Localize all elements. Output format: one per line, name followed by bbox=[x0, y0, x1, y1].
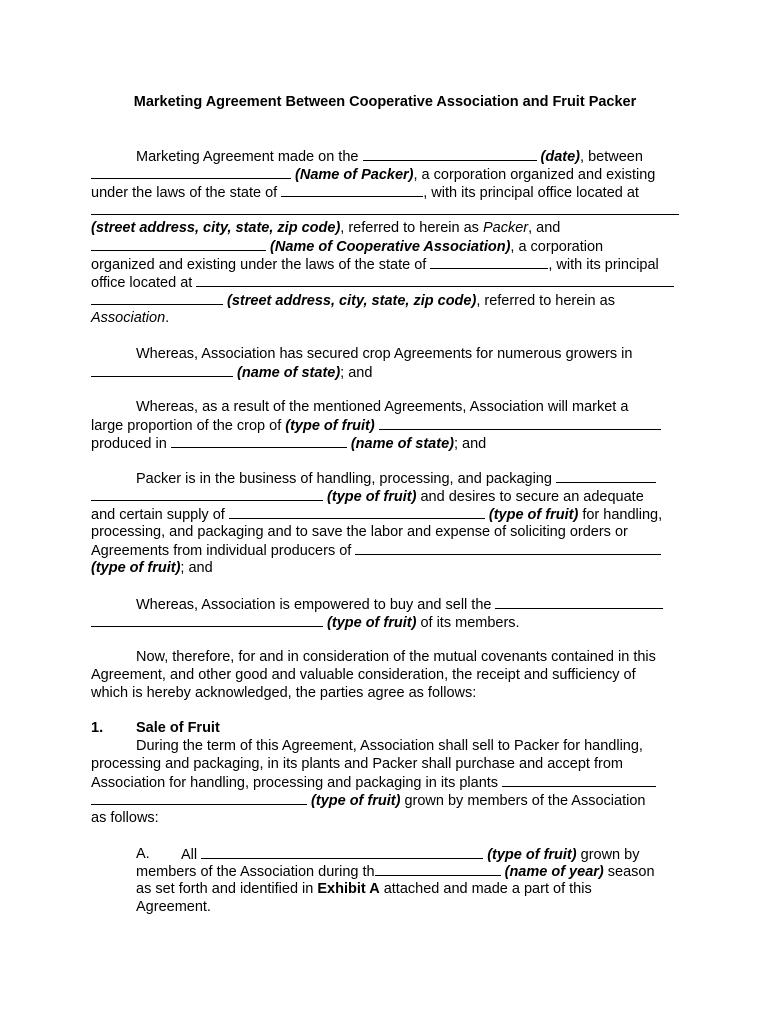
text: All bbox=[181, 847, 198, 863]
fruit-type-label: (type of fruit) bbox=[91, 560, 181, 576]
text: , with its principal bbox=[548, 257, 659, 273]
p4-line5 bbox=[91, 541, 661, 560]
p4-line2 bbox=[91, 487, 644, 506]
coop-name-label: (Name of Cooperative Association) bbox=[270, 239, 511, 255]
p1-line3 bbox=[91, 183, 639, 202]
p3-line3 bbox=[91, 434, 486, 453]
s1-line5: as follows: bbox=[91, 810, 159, 826]
fruit-blank[interactable] bbox=[91, 791, 307, 805]
text: attached and made a part of this bbox=[383, 881, 592, 897]
sA-line4: Agreement. bbox=[136, 899, 211, 915]
fruit-type-label: (type of fruit) bbox=[311, 793, 401, 809]
address-blank-full[interactable] bbox=[91, 214, 679, 215]
text: under the laws of the state of bbox=[91, 185, 278, 201]
section-1-heading: Sale of Fruit bbox=[136, 720, 220, 736]
p5-line2 bbox=[91, 613, 520, 632]
text: ; and bbox=[340, 365, 373, 381]
text: Whereas, Association is empowered to buy and sell the bbox=[136, 597, 492, 613]
state-blank[interactable] bbox=[91, 363, 233, 377]
s1-line3 bbox=[91, 773, 656, 792]
p2-line2 bbox=[91, 363, 372, 382]
fruit-type-label: (type of fruit) bbox=[327, 489, 417, 505]
text: and desires to secure an adequate bbox=[420, 489, 644, 505]
text: grown by members of the Association bbox=[404, 793, 646, 809]
fruit-blank[interactable] bbox=[502, 773, 656, 787]
p1-line1 bbox=[136, 147, 643, 166]
p1-line5 bbox=[91, 237, 603, 256]
document-title: Marketing Agreement Between Cooperative Association and Fruit Packer bbox=[133, 94, 637, 110]
text: , referred to herein as bbox=[476, 293, 615, 309]
packer-name-blank[interactable] bbox=[91, 165, 291, 179]
p4-line6 bbox=[91, 559, 213, 577]
producers-blank[interactable] bbox=[355, 541, 661, 555]
fruit-blank[interactable] bbox=[495, 595, 663, 609]
text: season bbox=[607, 864, 655, 880]
text: members of the Association during th bbox=[136, 864, 375, 880]
packer-term: Packer bbox=[482, 220, 529, 236]
text: ; and bbox=[180, 560, 213, 576]
s1-line4 bbox=[91, 791, 645, 810]
text: , with its principal office located at bbox=[423, 185, 639, 201]
text: organized and existing under the laws of the state of bbox=[91, 257, 427, 273]
p4-line3 bbox=[91, 505, 662, 524]
text: , between bbox=[580, 149, 643, 165]
supply-blank[interactable] bbox=[229, 505, 485, 519]
year-label: (name of year) bbox=[504, 864, 604, 880]
p3-line1: Whereas, as a result of the mentioned Agreements, Association will market a bbox=[136, 399, 629, 415]
p1-line9 bbox=[91, 309, 169, 327]
p4-line1 bbox=[136, 469, 656, 488]
fruit-blank[interactable] bbox=[91, 487, 323, 501]
s1-line2: processing and packaging, in its plants and Packer shall purchase and accept from bbox=[91, 756, 623, 772]
text: Association for handling, processing and packaging in its plants bbox=[91, 775, 499, 791]
text: Agreements from individual producers of bbox=[91, 543, 352, 559]
p1-line4 bbox=[91, 219, 560, 237]
address-label: (street address, city, state, zip code) bbox=[227, 293, 477, 309]
text: of its members. bbox=[420, 615, 520, 631]
state-label: (name of state) bbox=[350, 436, 454, 452]
date-label: (date) bbox=[540, 149, 581, 165]
date-blank[interactable] bbox=[363, 147, 537, 161]
coop-address-blank[interactable] bbox=[91, 291, 223, 305]
text: large proportion of the crop of bbox=[91, 418, 282, 434]
fruit-type-label: (type of fruit) bbox=[488, 507, 579, 523]
text: , a corporation bbox=[510, 239, 604, 255]
state-blank[interactable] bbox=[171, 434, 347, 448]
fruit-blank[interactable] bbox=[556, 469, 656, 483]
fruit-type-label: (type of fruit) bbox=[285, 418, 375, 434]
fruit-blank[interactable] bbox=[201, 845, 483, 859]
section-1-number: 1. bbox=[91, 720, 104, 736]
fruit-blank[interactable] bbox=[91, 613, 323, 627]
state-blank[interactable] bbox=[281, 183, 423, 197]
text: Packer is in the business of handling, processing, and packaging bbox=[136, 471, 552, 487]
text: ; and bbox=[453, 436, 487, 452]
p6-line3: which is hereby acknowledged, the parties agree as follows: bbox=[91, 685, 477, 701]
packer-name-label: (Name of Packer) bbox=[295, 167, 414, 183]
address-label: (street address, city, state, zip code) bbox=[91, 220, 341, 236]
fruit-type-label: (type of fruit) bbox=[487, 847, 577, 863]
p3-line2 bbox=[91, 416, 661, 435]
p4-line4: processing, and packaging and to save the labor and expense of soliciting orders or bbox=[91, 524, 628, 540]
text: . bbox=[165, 310, 170, 326]
p6-line1: Now, therefore, for and in consideration of the mutual covenants contained in this bbox=[136, 649, 656, 665]
p1-line6 bbox=[91, 255, 659, 274]
text: Marketing Agreement made on the bbox=[136, 149, 359, 165]
year-blank[interactable] bbox=[375, 862, 501, 876]
p1-line2 bbox=[91, 165, 655, 184]
fruit-type-blank[interactable] bbox=[379, 416, 661, 430]
text: , referred to herein as bbox=[340, 220, 479, 236]
text: grown by bbox=[580, 847, 640, 863]
p2-line1: Whereas, Association has secured crop Agreements for numerous growers in bbox=[136, 346, 633, 362]
text: for handling, bbox=[582, 507, 663, 523]
p6-line2: Agreement, and other good and valuable consideration, the receipt and sufficiency of bbox=[91, 667, 636, 683]
p1-line7 bbox=[91, 273, 674, 292]
exhibit-a-ref: Exhibit A bbox=[317, 881, 380, 897]
sA-line2 bbox=[136, 862, 655, 881]
s1-line1: During the term of this Agreement, Association shall sell to Packer for handling, bbox=[136, 738, 643, 754]
coop-office-blank[interactable] bbox=[196, 273, 674, 287]
association-term: Association bbox=[91, 310, 166, 326]
text: office located at bbox=[91, 275, 193, 291]
subsection-a-letter: A. bbox=[136, 846, 150, 862]
fruit-type-label: (type of fruit) bbox=[327, 615, 417, 631]
text: and certain supply of bbox=[91, 507, 225, 523]
text: , and bbox=[528, 220, 561, 236]
text: , a corporation organized and existing bbox=[413, 167, 656, 183]
text: produced in bbox=[91, 436, 167, 452]
text: as set forth and identified in bbox=[136, 881, 314, 897]
p1-line8 bbox=[91, 291, 615, 310]
coop-name-blank[interactable] bbox=[91, 237, 266, 251]
state-label: (name of state) bbox=[237, 365, 341, 381]
coop-state-blank[interactable] bbox=[430, 255, 548, 269]
sA-line3 bbox=[136, 880, 592, 898]
p5-line1 bbox=[136, 595, 663, 614]
